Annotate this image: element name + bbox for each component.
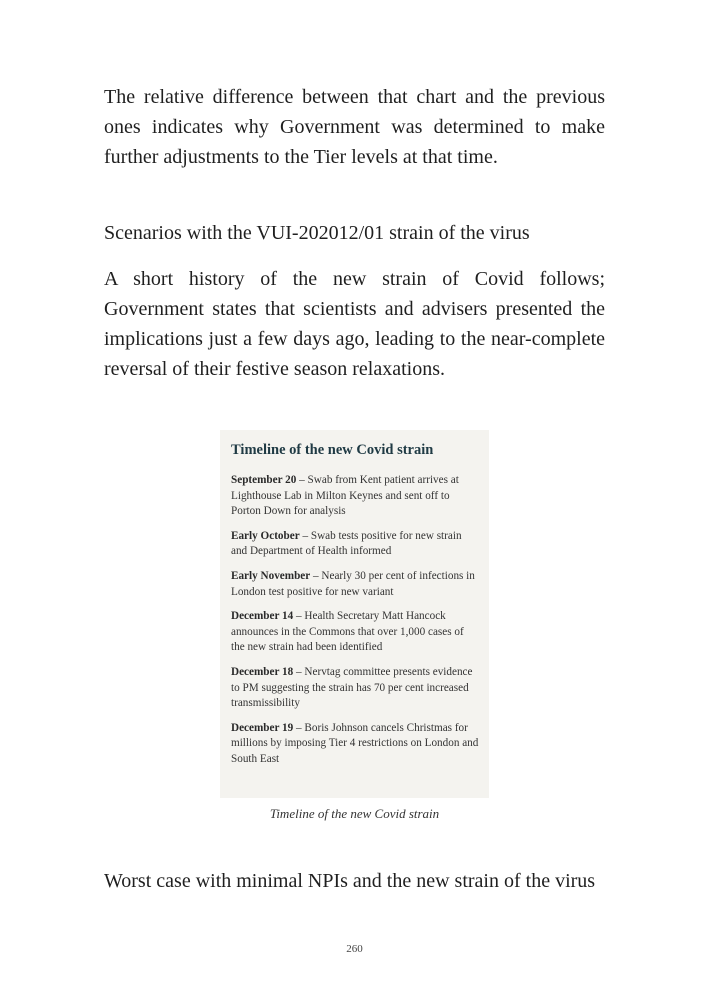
timeline-entry: December 18 – Nervtag committee presents evidence to PM suggesting the strain has 70 per cent increased transmissibility: [231, 665, 473, 710]
page-number: 260: [346, 943, 363, 955]
timeline-entry: Early November – Nearly 30 per cent of infections in London test positive for new variant: [231, 569, 475, 598]
timeline-text: Health Secretary Matt Hancock announces in the Commons that over 1,000 cases of the new strain had been identified: [231, 610, 464, 654]
timeline-text: Swab from Kent patient arrives at Lighthouse Lab in Milton Keynes and sent off to Porton Down for analysis: [231, 474, 459, 518]
timeline-entry: December 19 – Boris Johnson cancels Christmas for millions by imposing Tier 4 restrictions on London and South East: [231, 721, 479, 765]
timeline-title: Timeline of the new Covid strain: [231, 442, 434, 458]
figure-caption: Timeline of the new Covid strain: [269, 806, 440, 821]
timeline-text: Swab tests positive for new strain and Department of Health informed: [231, 529, 462, 558]
timeline-date: Early October: [231, 529, 300, 542]
timeline-entry: December 14 – Health Secretary Matt Hancock announces in the Commons that over 1,000 cases of the new strain had been identified: [231, 610, 464, 654]
timeline-text: Boris Johnson cancels Christmas for millions by imposing Tier 4 restrictions on London and South East: [231, 721, 479, 765]
paragraph-strain-history: A short history of the new strain of Covid follows; Government states that scientists and advisers presented the implications just a few days ago, leading to the near-complete reversal of their festive season relaxations.: [104, 268, 605, 380]
timeline-figure: [220, 430, 489, 798]
section-heading-scenarios: Scenarios with the VUI-202012/01 strain of the virus: [104, 222, 530, 244]
timeline-date: Early November: [231, 569, 311, 582]
timeline-date: December 19: [231, 721, 294, 734]
timeline-entry: Early October – Swab tests positive for new strain and Department of Health informed: [231, 529, 462, 558]
timeline-date: December 18: [231, 665, 294, 678]
timeline-date: September 20: [231, 474, 297, 486]
timeline-text: Nearly 30 per cent of infections in London test positive for new variant: [231, 569, 475, 598]
paragraph-tier-adjustments: The relative difference between that chart and the previous ones indicates why Government was determined to make further adjustments to the Tier levels at that time.: [104, 86, 605, 168]
timeline-entry: September 20 – Swab from Kent patient arrives at Lighthouse Lab in Milton Keynes and sent off to Porton Down for analysis: [231, 474, 459, 518]
timeline-text: Nervtag committee presents evidence to PM suggesting the strain has 70 per cent increased transmissibility: [231, 665, 473, 710]
timeline-date: December 14: [231, 610, 294, 623]
section-heading-worst-case: Worst case with minimal NPIs and the new strain of the virus: [104, 870, 596, 892]
